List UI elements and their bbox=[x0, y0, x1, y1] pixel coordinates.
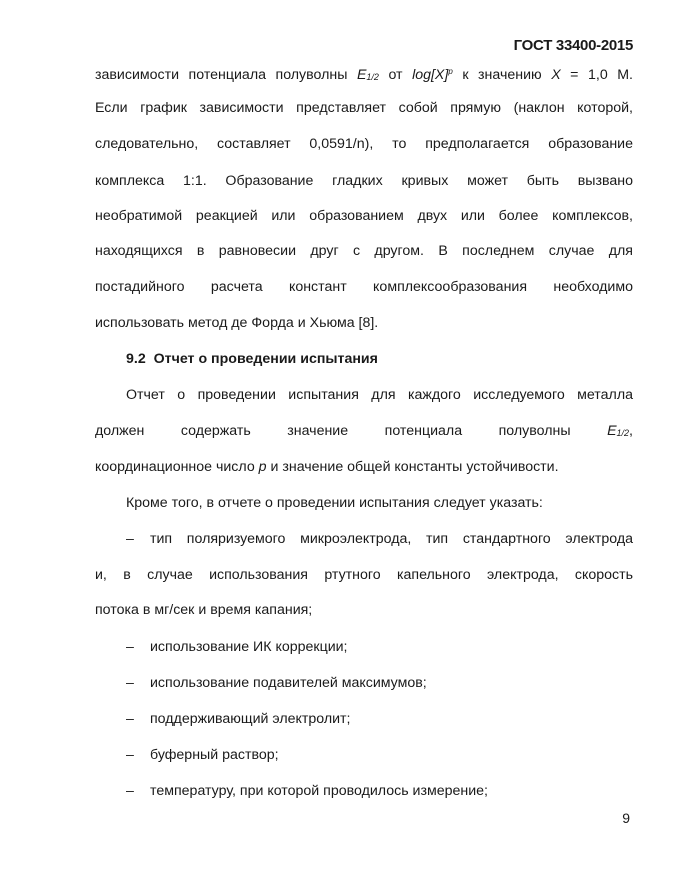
paragraph-line: постадийного расчета констант комплексообразования необходимо bbox=[95, 279, 633, 295]
paragraph-line: зависимости потенциала полуволны $E_{1/2}$ от $\log[X]^p$ к значению X = 1,0 М. bbox=[95, 67, 633, 83]
paragraph-line: Если график зависимости представляет собой прямую (наклон которой, bbox=[95, 100, 633, 116]
paragraph-line: координационное число p и значение общей константы устойчивости. bbox=[95, 459, 559, 475]
list-item: температуру, при которой проводилось измерение; bbox=[150, 783, 488, 799]
list-dash: – bbox=[126, 711, 134, 727]
paragraph-line: необратимой реакцией или образованием двух или более комплексов, bbox=[95, 208, 633, 224]
paragraph-line: Отчет о проведении испытания для каждого исследуемого металла bbox=[126, 387, 633, 403]
list-item: использование подавителей максимумов; bbox=[150, 675, 427, 691]
list-item: использование ИК коррекции; bbox=[150, 639, 348, 655]
list-item-continuation: и, в случае использования ртутного капельного электрода, скорость bbox=[95, 567, 633, 583]
paragraph-line: Кроме того, в отчете о проведении испытания следует указать: bbox=[126, 495, 543, 511]
paragraph-line: находящихся в равновесии друг с другом. В последнем случае для bbox=[95, 243, 633, 259]
page-number: 9 bbox=[622, 810, 630, 826]
section-number: 9.2 bbox=[126, 351, 146, 367]
list-dash: – bbox=[126, 639, 134, 655]
list-item: тип поляризуемого микроэлектрода, тип стандартного электрода bbox=[150, 531, 633, 547]
list-item-continuation: потока в мг/сек и время капания; bbox=[95, 602, 313, 618]
list-item: буферный раствор; bbox=[150, 747, 279, 763]
list-dash: – bbox=[126, 747, 134, 763]
paragraph-line: следовательно, составляет 0,0591/n), то предполагается образование bbox=[95, 136, 633, 152]
paragraph-line: использовать метод де Форда и Хьюма [8]. bbox=[95, 315, 379, 331]
list-item: поддерживающий электролит; bbox=[150, 711, 351, 727]
list-dash: – bbox=[126, 783, 134, 799]
paragraph-line: комплекса 1:1. Образование гладких кривых может быть вызвано bbox=[95, 173, 633, 189]
list-dash: – bbox=[126, 675, 134, 691]
standard-number: ГОСТ 33400-2015 bbox=[513, 37, 633, 54]
paragraph-line: должен содержать значение потенциала полуволны $E_{1/2}$, bbox=[95, 423, 633, 439]
list-dash: – bbox=[126, 531, 134, 547]
section-title: Отчет о проведении испытания bbox=[153, 351, 378, 367]
section-heading bbox=[126, 348, 633, 370]
